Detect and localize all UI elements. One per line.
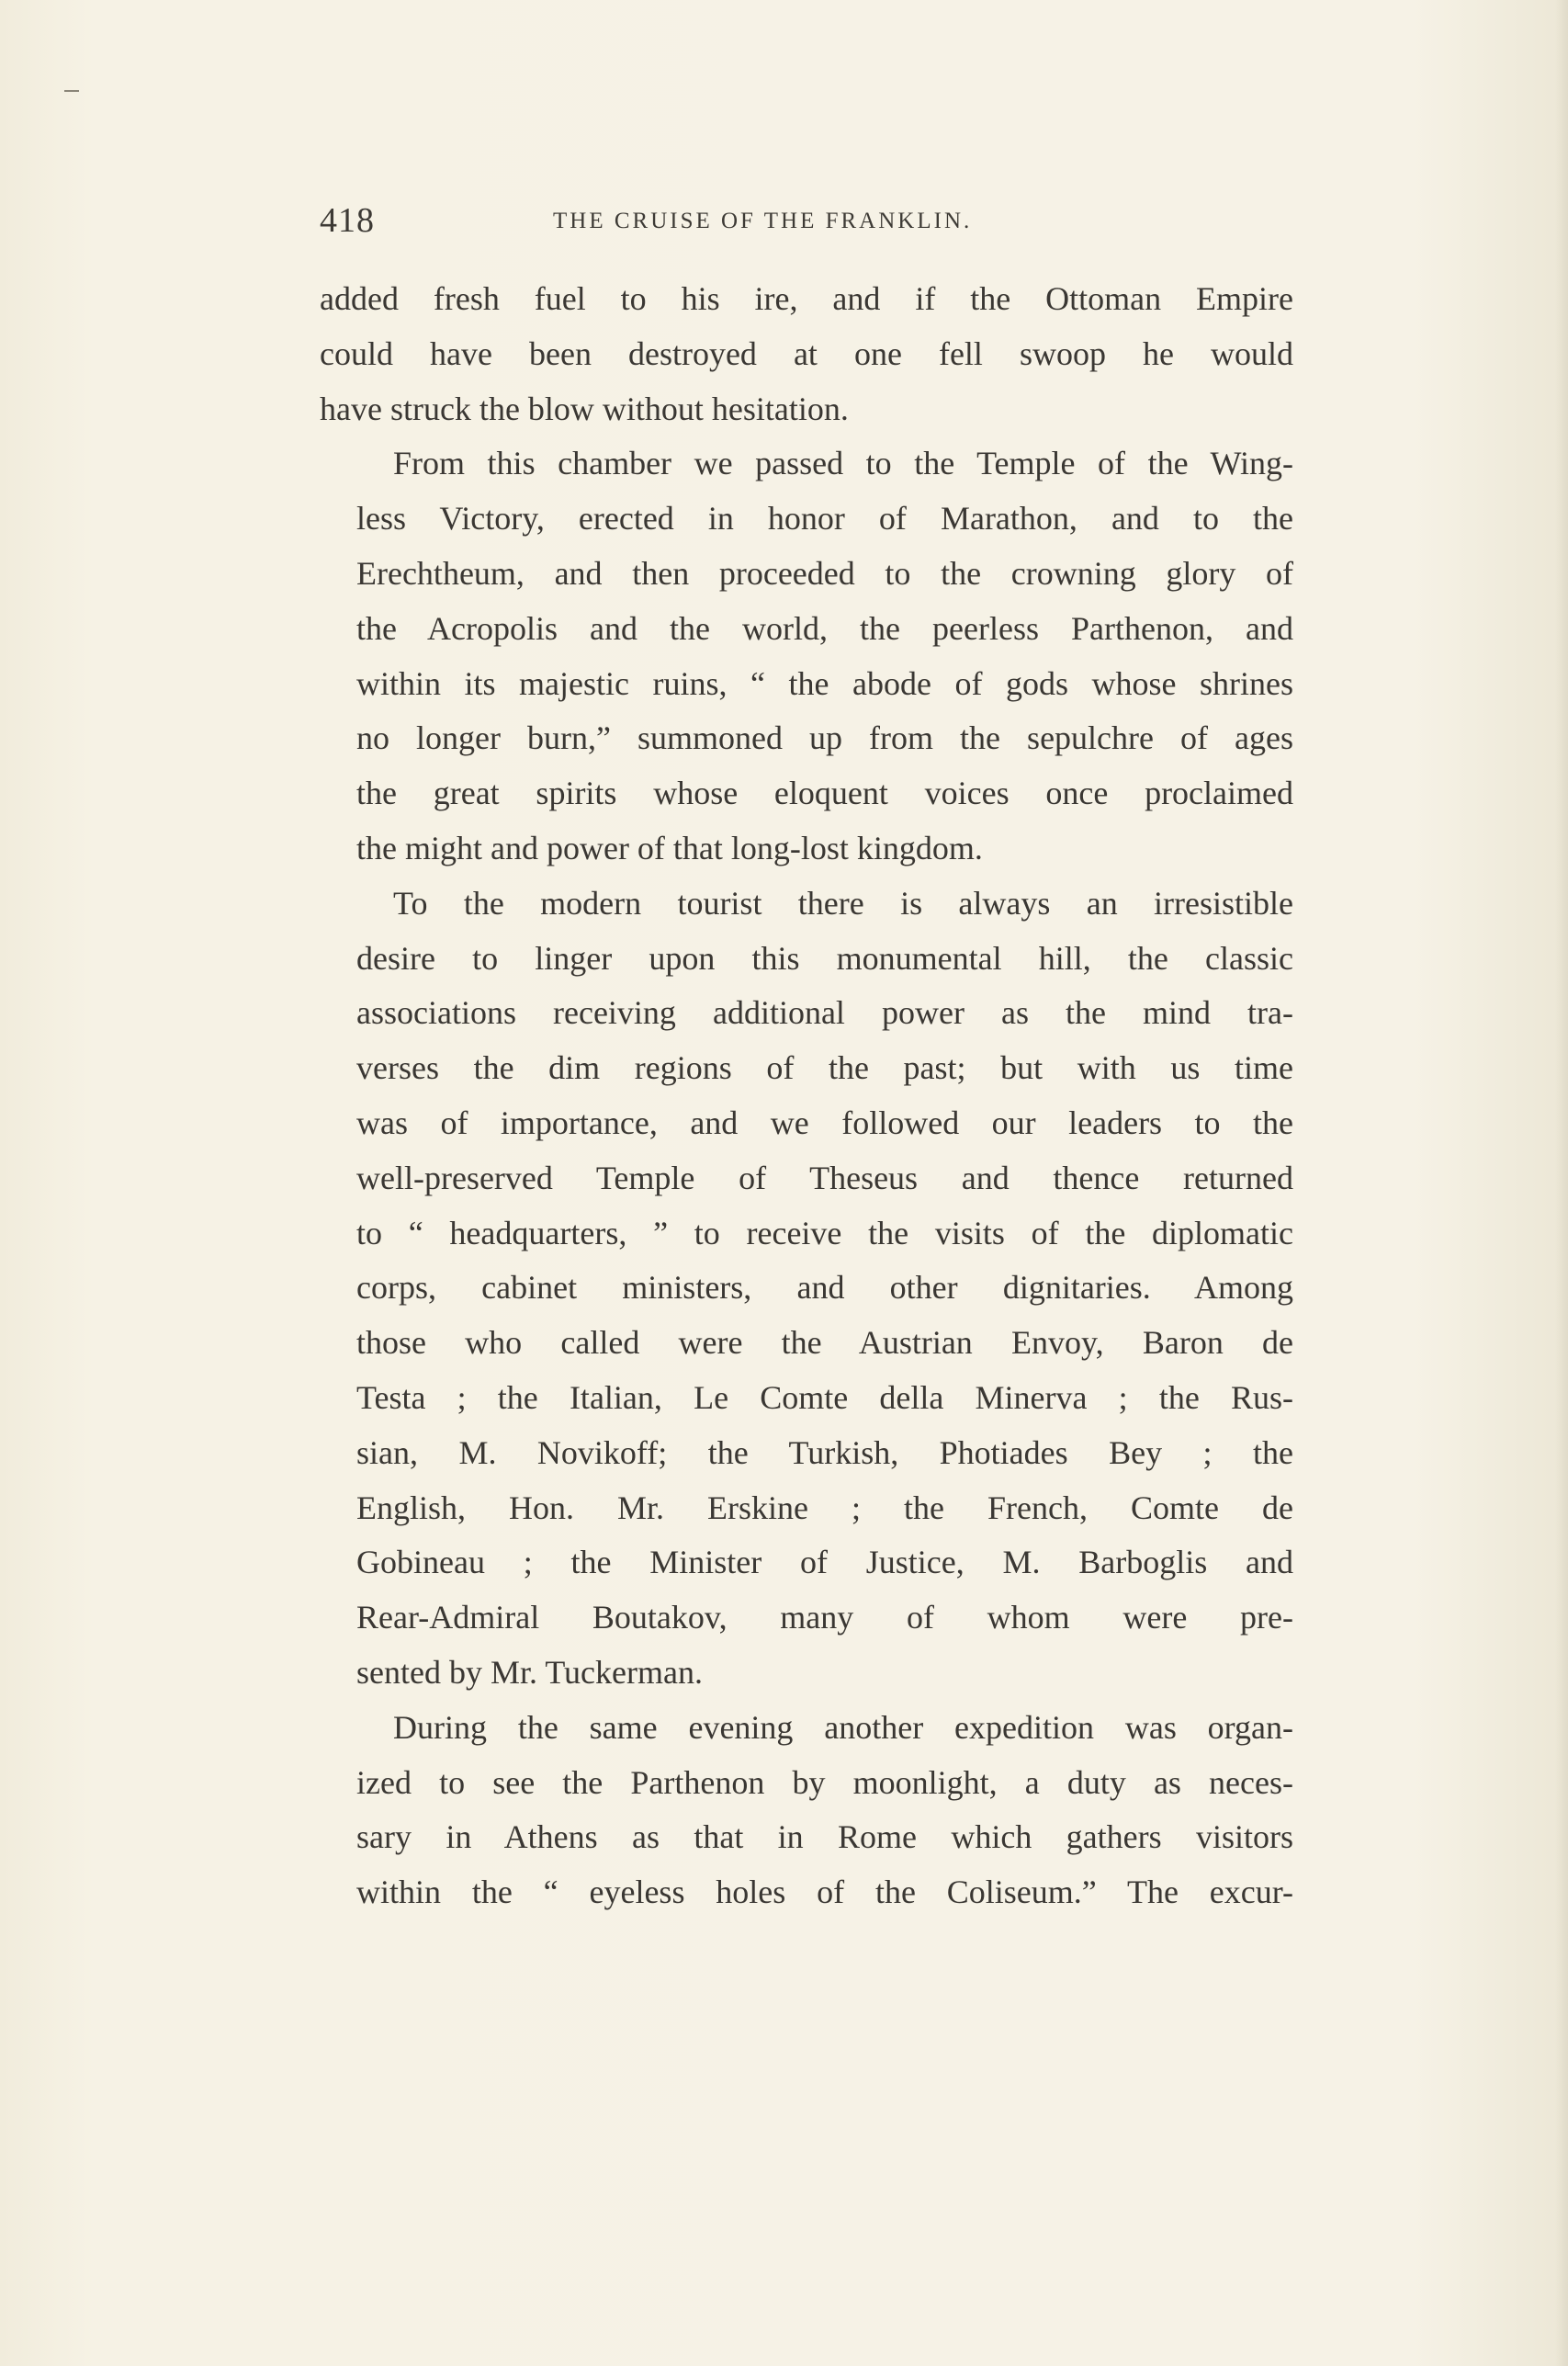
text-line: ized to see the Parthenon by moonlight, a duty as neces-	[356, 1763, 1293, 1801]
text-line: corps, cabinet ministers, and other dignitaries. Among	[356, 1269, 1293, 1307]
text-line: was of importance, and we followed our leaders to the	[356, 1104, 1293, 1141]
text-line: the Acropolis and the world, the peerless Parthenon, and	[356, 609, 1293, 647]
text-line: verses the dim regions of the past; but with us time	[356, 1049, 1293, 1087]
text-line: Gobineau ; the Minister of Justice, M. Barboglis and	[356, 1544, 1293, 1581]
text-line: associations receiving additional power as the mind tra-	[356, 994, 1293, 1032]
text-line: Testa ; the Italian, Le Comte della Minerva ; the Rus-	[356, 1378, 1293, 1416]
paragraph	[320, 272, 1293, 436]
running-head	[320, 200, 1293, 246]
text-line: To the modern tourist there is always an irresistible	[393, 884, 1293, 922]
text-line: less Victory, erected in honor of Marathon, and to the	[356, 500, 1293, 538]
paragraph	[320, 877, 1293, 1701]
text-line: sary in Athens as that in Rome which gathers visitors	[356, 1818, 1293, 1856]
running-title: THE CRUISE OF THE FRANKLIN.	[553, 209, 973, 233]
text-line: Rear-Admiral Boutakov, many of whom were pre-	[356, 1599, 1293, 1636]
body-text	[320, 272, 1293, 1920]
text-line: English, Hon. Mr. Erskine ; the French, Comte de	[356, 1489, 1293, 1526]
paragraph	[320, 1701, 1293, 1920]
text-line: desire to linger upon this monumental hill, the classic	[356, 939, 1293, 977]
text-line: the great spirits whose eloquent voices once proclaimed	[356, 775, 1293, 812]
text-line: sented by Mr. Tuckerman.	[356, 1653, 703, 1691]
text-line: no longer burn,” summoned up from the sepulchre of ages	[356, 719, 1293, 757]
text-line: within the “ eyeless holes of the Coliseum.” The excur-	[356, 1874, 1293, 1911]
text-line: sian, M. Novikoff; the Turkish, Photiades Bey ; the	[356, 1433, 1293, 1471]
text-line: have struck the blow without hesitation.	[320, 390, 849, 427]
text-line: During the same evening another expedition was organ-	[393, 1708, 1293, 1746]
text-line: to “ headquarters, ” to receive the visits of the diplomatic	[356, 1214, 1293, 1251]
page-edge-shadow	[1555, 0, 1568, 2366]
text-line: the might and power of that long-lost kingdom.	[356, 829, 983, 866]
text-line: added fresh fuel to his ire, and if the Ottoman Empire	[320, 280, 1293, 317]
paragraph	[320, 436, 1293, 876]
text-line: From this chamber we passed to the Temple of the Wing-	[393, 445, 1293, 482]
page-number: 418	[320, 201, 375, 240]
margin-mark	[64, 90, 79, 92]
text-line: within its majestic ruins, “ the abode of gods whose shrines	[356, 664, 1293, 702]
text-line: those who called were the Austrian Envoy, Baron de	[356, 1324, 1293, 1362]
text-line: could have been destroyed at one fell swoop he would	[320, 334, 1293, 372]
text-line: well-preserved Temple of Theseus and thence returned	[356, 1159, 1293, 1196]
text-line: Erechtheum, and then proceeded to the crowning glory of	[356, 554, 1293, 592]
